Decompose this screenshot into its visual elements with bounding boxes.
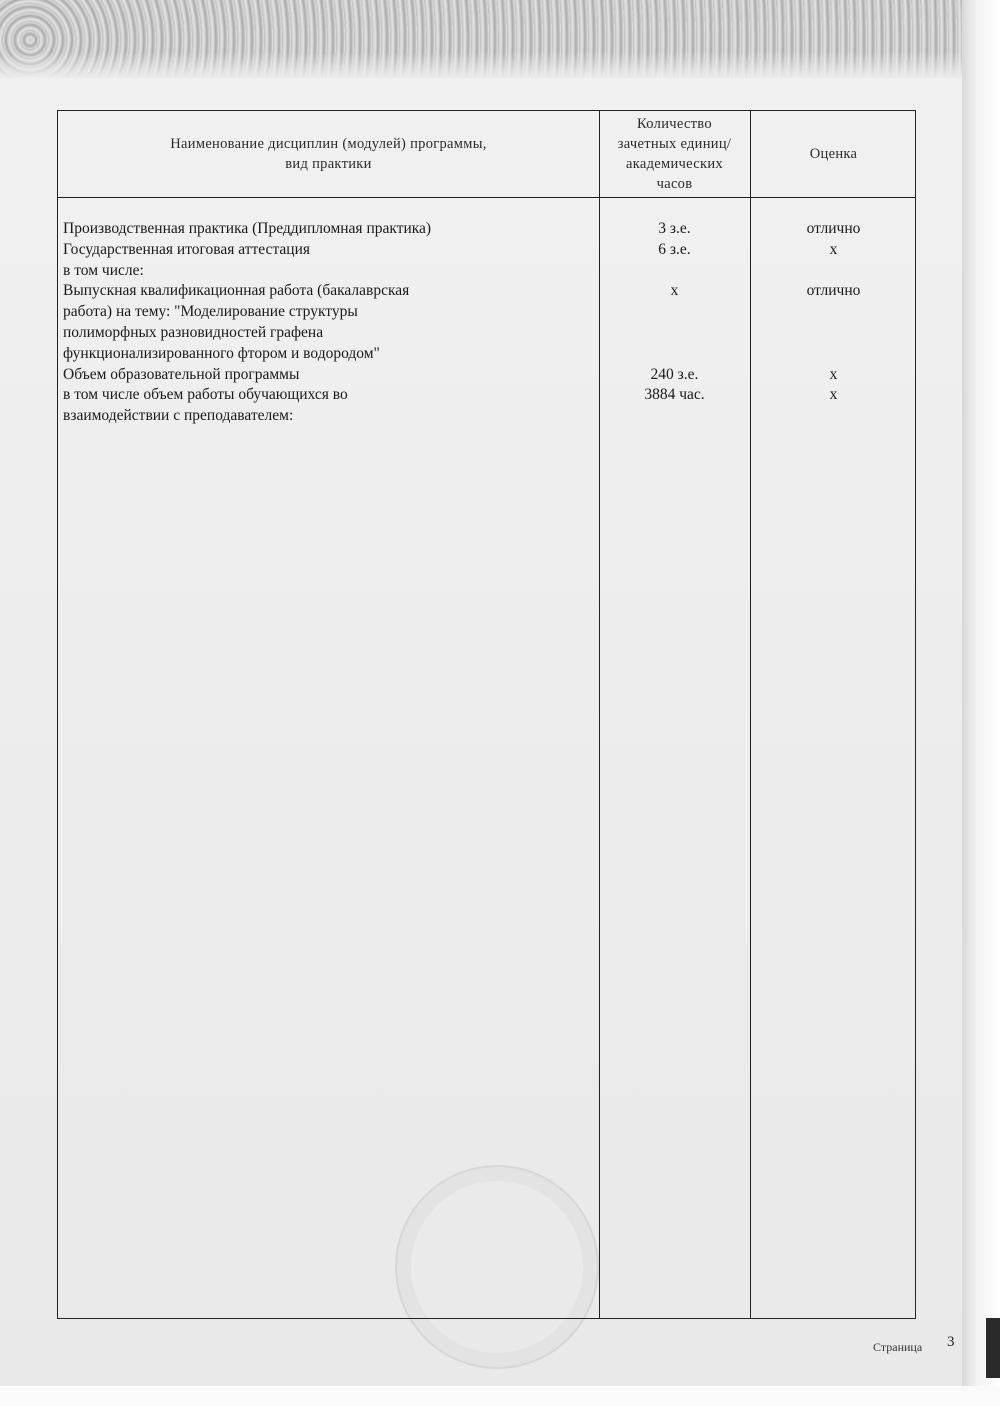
row-discipline-name: Государственная итоговая аттестация xyxy=(63,240,311,258)
decorative-border-ornament xyxy=(0,0,962,78)
row-grade: х xyxy=(829,240,838,258)
row-credit-units: 240 з.е. xyxy=(650,365,699,383)
row-grade: отлично xyxy=(806,220,861,237)
header-credit-units: Количество зачетных единиц/ академических часов xyxy=(617,116,732,192)
row-discipline-name: в том числе: xyxy=(63,261,144,279)
row-discipline-name: Объем образовательной программы xyxy=(63,365,300,383)
scan-edge-mark xyxy=(986,1318,1000,1378)
scan-right-edge xyxy=(962,0,1000,1406)
header-discipline-name: Наименование дисциплин (модулей) программы, вид практики xyxy=(170,136,487,172)
header-divider xyxy=(58,197,915,198)
row-credit-units: 3884 час. xyxy=(644,386,705,404)
table-row xyxy=(58,240,915,261)
row-discipline-name: Производственная практика (Преддипломная практика) xyxy=(63,220,432,237)
row-grade: отлично xyxy=(806,282,861,300)
table-row xyxy=(58,219,915,240)
scan-bottom-edge xyxy=(0,1386,1000,1406)
row-grade: х xyxy=(829,365,838,383)
table-row xyxy=(58,281,915,364)
table-row xyxy=(58,385,915,427)
row-discipline-name: Выпускная квалификационная работа (бакалаврская работа) на тему: "Моделирование структуры полиморфных разновидностей графена функционализированного фтором и водородом" xyxy=(63,282,410,362)
header-grade: Оценка xyxy=(809,146,858,162)
row-credit-units: х xyxy=(670,282,679,300)
table-row xyxy=(58,261,915,282)
page-number: 3 xyxy=(947,1334,955,1350)
row-credit-units: 6 з.е. xyxy=(658,240,691,258)
row-grade: х xyxy=(829,386,838,404)
table-body xyxy=(58,219,915,427)
row-credit-units: 3 з.е. xyxy=(658,220,691,237)
grades-table xyxy=(57,110,916,1319)
page-label: Страница xyxy=(873,1340,923,1354)
row-discipline-name: в том числе объем работы обучающихся во взаимодействии с преподавателем: xyxy=(63,386,348,425)
table-row xyxy=(58,365,915,386)
